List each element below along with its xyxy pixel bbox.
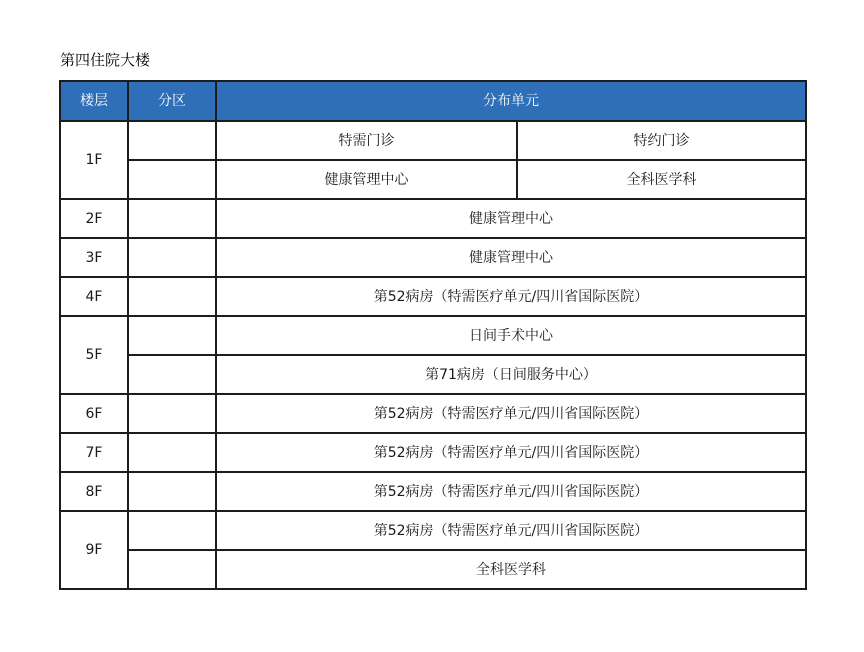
floor-distribution-table	[59, 80, 807, 590]
zone-cell	[128, 199, 216, 238]
table-row	[60, 121, 806, 160]
floor-cell: 9F	[60, 511, 128, 589]
zone-cell	[128, 394, 216, 433]
zone-cell	[128, 316, 216, 355]
floor-cell: 5F	[60, 316, 128, 394]
unit-cell: 全科医学科	[517, 160, 806, 199]
table-row	[60, 160, 806, 199]
floor-cell: 4F	[60, 277, 128, 316]
unit-cell: 全科医学科	[216, 550, 806, 589]
unit-cell: 第52病房（特需医疗单元/四川省国际医院）	[216, 277, 806, 316]
zone-cell	[128, 550, 216, 589]
zone-cell	[128, 472, 216, 511]
table-row	[60, 238, 806, 277]
table-row	[60, 433, 806, 472]
table-header-row	[60, 81, 806, 121]
floor-cell: 8F	[60, 472, 128, 511]
floor-cell: 2F	[60, 199, 128, 238]
table-row	[60, 316, 806, 355]
zone-cell	[128, 160, 216, 199]
floor-cell: 7F	[60, 433, 128, 472]
zone-cell	[128, 277, 216, 316]
unit-cell: 健康管理中心	[216, 199, 806, 238]
table-row	[60, 472, 806, 511]
unit-cell: 健康管理中心	[216, 238, 806, 277]
table-row	[60, 199, 806, 238]
table-row	[60, 355, 806, 394]
header-units: 分布单元	[216, 81, 806, 121]
zone-cell	[128, 121, 216, 160]
table-row	[60, 550, 806, 589]
zone-cell	[128, 355, 216, 394]
floor-cell: 1F	[60, 121, 128, 199]
page-title: 第四住院大楼	[60, 51, 151, 69]
unit-cell: 健康管理中心	[216, 160, 517, 199]
unit-cell: 日间手术中心	[216, 316, 806, 355]
floor-cell: 3F	[60, 238, 128, 277]
unit-cell: 第52病房（特需医疗单元/四川省国际医院）	[216, 511, 806, 550]
table-row	[60, 277, 806, 316]
table-row	[60, 394, 806, 433]
zone-cell	[128, 511, 216, 550]
unit-cell: 第52病房（特需医疗单元/四川省国际医院）	[216, 433, 806, 472]
table-row	[60, 511, 806, 550]
zone-cell	[128, 433, 216, 472]
unit-cell: 特约门诊	[517, 121, 806, 160]
zone-cell	[128, 238, 216, 277]
floor-cell: 6F	[60, 394, 128, 433]
unit-cell: 特需门诊	[216, 121, 517, 160]
header-floor: 楼层	[60, 81, 128, 121]
unit-cell: 第71病房（日间服务中心）	[216, 355, 806, 394]
unit-cell: 第52病房（特需医疗单元/四川省国际医院）	[216, 394, 806, 433]
header-zone: 分区	[128, 81, 216, 121]
unit-cell: 第52病房（特需医疗单元/四川省国际医院）	[216, 472, 806, 511]
